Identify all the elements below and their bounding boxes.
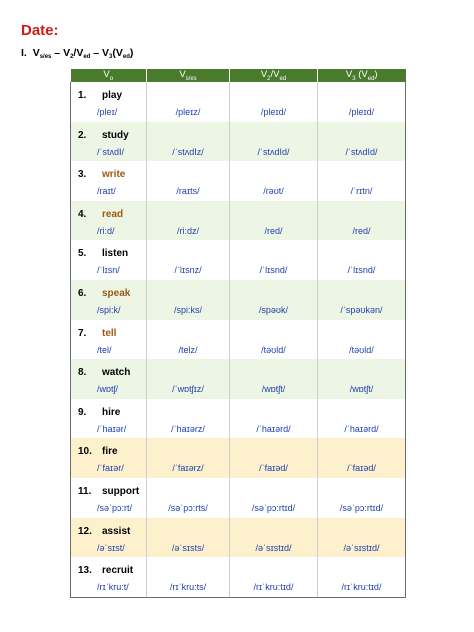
row-number: 10. <box>78 446 92 458</box>
ipa-past-participle: /əˈsɪstɪd/ <box>343 542 380 553</box>
verb-forms-table <box>70 69 406 598</box>
base-form-cell <box>71 399 147 439</box>
row-number: 3. <box>78 169 87 181</box>
ipa-base: /raɪt/ <box>97 186 116 197</box>
ipa-present: /ri:dz/ <box>176 225 199 236</box>
verb-form-cell <box>318 82 406 122</box>
ipa-past: /rɪˈkru:tɪd/ <box>253 582 294 593</box>
row-number: 2. <box>78 129 87 141</box>
verb-form-cell <box>318 280 406 320</box>
verb-form-cell <box>230 478 318 518</box>
ipa-present: /səˈpɔ:rts/ <box>168 502 208 513</box>
ipa-present: /ˈlɪsnz/ <box>174 265 202 276</box>
row-number: 7. <box>78 327 87 339</box>
table-row <box>71 359 406 399</box>
table-row <box>71 438 406 478</box>
ipa-past-participle: /ˈlɪsnd/ <box>347 265 376 276</box>
verb-form-cell <box>230 280 318 320</box>
date-heading: Date: <box>21 22 59 39</box>
ipa-present: /raɪts/ <box>176 186 200 197</box>
base-form-cell <box>71 557 147 597</box>
verb-word: assist <box>102 525 131 537</box>
verb-form-cell <box>318 557 406 597</box>
verb-form-cell <box>230 240 318 280</box>
verb-word: write <box>102 169 126 181</box>
ipa-past-participle: /ˈstʌdId/ <box>345 146 378 157</box>
ipa-past-participle: /ˈhaɪərd/ <box>344 423 379 434</box>
verb-word: listen <box>102 248 129 260</box>
table-row <box>71 518 406 558</box>
ipa-past-participle: /wɒtʃt/ <box>349 384 374 395</box>
verb-form-cell <box>230 320 318 360</box>
verb-form-cell <box>318 201 406 241</box>
ipa-past: /spəʊk/ <box>258 304 289 315</box>
verb-form-cell <box>147 557 230 597</box>
ipa-base: /ˈfaɪər/ <box>97 463 124 474</box>
verb-form-cell <box>147 399 230 439</box>
ipa-base: /ri:d/ <box>97 225 115 236</box>
verb-form-cell <box>230 161 318 201</box>
verb-form-cell <box>230 122 318 162</box>
base-form-cell <box>71 280 147 320</box>
header-base-form: $V_o$ <box>71 69 147 82</box>
ipa-past: /rəʊt/ <box>263 186 284 197</box>
row-number: 9. <box>78 406 87 418</box>
table-row <box>71 122 406 162</box>
ipa-base: /səˈpɔ:rt/ <box>97 502 133 513</box>
ipa-past-participle: /ˈspəʊkən/ <box>340 304 383 315</box>
row-number: 11. <box>78 485 92 497</box>
verb-form-cell <box>147 280 230 320</box>
ipa-base: /spi:k/ <box>97 304 121 315</box>
base-form-cell <box>71 359 147 399</box>
verb-form-cell <box>318 240 406 280</box>
ipa-present: /rɪˈkru:ts/ <box>169 582 207 593</box>
verb-form-cell <box>147 359 230 399</box>
row-number: 1. <box>78 90 87 101</box>
verb-word: play <box>102 90 123 101</box>
verb-word: fire <box>102 446 118 458</box>
verb-form-cell <box>147 161 230 201</box>
table-row <box>71 240 406 280</box>
verb-form-cell <box>230 82 318 122</box>
ipa-past: /red/ <box>264 225 283 236</box>
verb-word: recruit <box>102 565 134 577</box>
verb-form-cell <box>230 201 318 241</box>
ipa-past-participle: /təʊld/ <box>349 344 374 355</box>
ipa-past-participle: /red/ <box>352 225 371 236</box>
ipa-past: /ˈlɪsnd/ <box>259 265 288 276</box>
table-header-row <box>71 69 406 82</box>
table-row <box>71 478 406 518</box>
verb-form-cell <box>147 201 230 241</box>
table-row <box>71 82 406 122</box>
row-number: 13. <box>78 565 92 577</box>
ipa-present: /ˈfaɪərz/ <box>172 463 204 474</box>
verb-form-cell <box>318 161 406 201</box>
verb-form-cell <box>147 240 230 280</box>
ipa-present: /pleɪz/ <box>175 107 201 117</box>
ipa-base: /ˈhaɪər/ <box>97 423 127 434</box>
base-form-cell <box>71 82 147 122</box>
ipa-present: /əˈsɪsts/ <box>171 542 205 553</box>
ipa-present: /ˈstʌdIz/ <box>172 146 204 157</box>
verb-form-cell <box>318 518 406 558</box>
verb-form-cell <box>147 122 230 162</box>
verb-form-cell <box>318 359 406 399</box>
ipa-base: /ˈlɪsn/ <box>97 265 120 276</box>
verb-form-cell <box>318 438 406 478</box>
header-past-participle: $V_3$ $(V_{ed})$ <box>318 69 406 82</box>
verb-form-cell <box>230 557 318 597</box>
verb-word: tell <box>102 327 117 339</box>
table-row <box>71 399 406 439</box>
base-form-cell <box>71 161 147 201</box>
ipa-base: /əˈsɪst/ <box>97 542 125 553</box>
section-number: I. <box>21 47 27 59</box>
verb-form-cell <box>230 359 318 399</box>
ipa-past-participle: /ˈrɪtn/ <box>350 186 373 197</box>
verb-form-cell <box>230 399 318 439</box>
table-row <box>71 280 406 320</box>
ipa-past: /səˈpɔ:rtɪd/ <box>251 502 296 513</box>
verb-form-cell <box>147 478 230 518</box>
row-number: 8. <box>78 367 87 379</box>
ipa-past-participle: /rɪˈkru:tɪd/ <box>341 582 382 593</box>
verb-form-cell <box>147 320 230 360</box>
verb-form-cell <box>318 478 406 518</box>
ipa-past: /təʊld/ <box>261 344 286 355</box>
verb-word: speak <box>102 287 131 299</box>
verb-form-cell <box>147 438 230 478</box>
base-form-cell <box>71 240 147 280</box>
verb-word: study <box>102 129 129 141</box>
verb-form-cell <box>318 320 406 360</box>
base-form-cell <box>71 201 147 241</box>
verb-form-cell <box>230 518 318 558</box>
row-number: 12. <box>78 525 92 537</box>
verb-form-cell <box>230 438 318 478</box>
ipa-base: /ˈstʌdI/ <box>97 146 125 157</box>
base-form-cell <box>71 438 147 478</box>
table-row <box>71 320 406 360</box>
base-form-cell <box>71 518 147 558</box>
header-past-form: $V_2/V_{ed}$ <box>230 69 318 82</box>
ipa-present: /spi:ks/ <box>173 304 202 315</box>
row-number: 4. <box>78 208 87 220</box>
verb-word: hire <box>102 406 121 418</box>
ipa-past: /ˈstʌdId/ <box>257 146 290 157</box>
ipa-past-participle: /ˈfaɪəd/ <box>347 463 376 474</box>
ipa-past: /əˈsɪstɪd/ <box>255 542 292 553</box>
ipa-past-participle: /pleɪd/ <box>348 107 375 117</box>
ipa-past: /wɒtʃt/ <box>261 384 286 395</box>
base-form-cell <box>71 478 147 518</box>
verb-form-cell <box>147 518 230 558</box>
table-row <box>71 557 406 597</box>
ipa-present: /ˈhaɪərz/ <box>171 423 205 434</box>
ipa-present: /telz/ <box>178 344 198 355</box>
verb-word: watch <box>102 367 131 379</box>
header-present-form: $V_{s/es}$ <box>147 69 230 82</box>
table-row <box>71 201 406 241</box>
ipa-base: /wɒtʃ/ <box>97 384 119 395</box>
ipa-past: /ˈhaɪərd/ <box>256 423 291 434</box>
ipa-base: /tel/ <box>97 344 112 355</box>
row-number: 6. <box>78 287 87 299</box>
ipa-base: /rɪˈkru:t/ <box>97 582 129 593</box>
ipa-past-participle: /səˈpɔ:rtɪd/ <box>339 502 384 513</box>
verb-form-cell <box>318 399 406 439</box>
verb-form-cell <box>147 82 230 122</box>
base-form-cell <box>71 320 147 360</box>
section-heading: I. $V_{s/es} - V_2/V_{ed} - V_3(V_{ed})$ <box>21 47 134 60</box>
ipa-past: /ˈfaɪəd/ <box>259 463 288 474</box>
ipa-base: /pleɪ/ <box>97 107 118 117</box>
row-number: 5. <box>78 248 87 260</box>
verb-word: read <box>102 208 124 220</box>
ipa-present: /ˈwɒtʃɪz/ <box>172 384 204 395</box>
verb-form-cell <box>318 122 406 162</box>
verb-word: support <box>102 485 140 497</box>
ipa-past: /pleɪd/ <box>260 107 287 117</box>
table-row <box>71 161 406 201</box>
base-form-cell <box>71 122 147 162</box>
